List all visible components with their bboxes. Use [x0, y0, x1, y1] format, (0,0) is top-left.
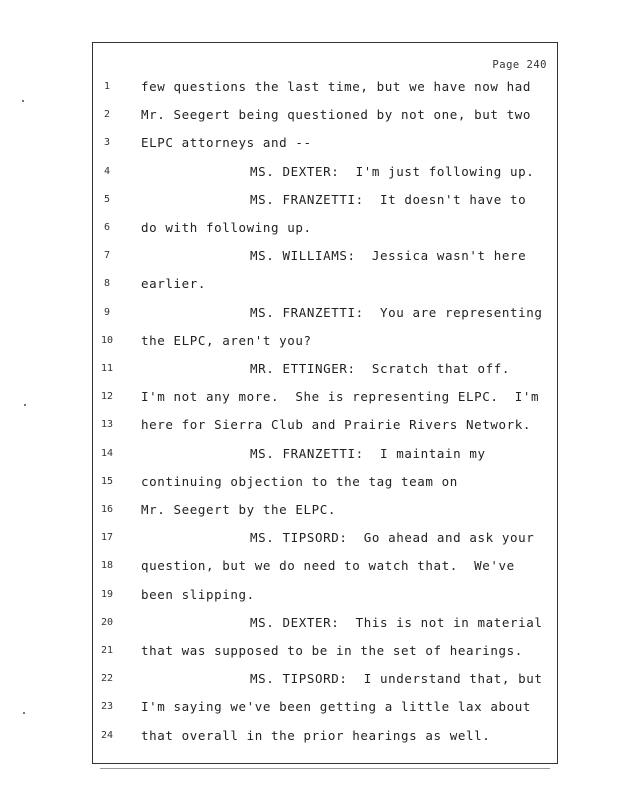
- scan-mark: [24, 404, 26, 406]
- line-text: been slipping.: [141, 586, 255, 602]
- transcript-line: [93, 728, 559, 748]
- line-text: that was supposed to be in the set of hearings.: [141, 643, 523, 658]
- transcript-line: [93, 389, 559, 409]
- line-number: 14: [100, 447, 114, 459]
- line-text: continuing objection to the tag team on: [141, 473, 458, 489]
- line-text: here for Sierra Club and Prairie Rivers Network.: [141, 417, 532, 433]
- line-text: do with following up.: [141, 220, 312, 235]
- transcript-line: [93, 276, 559, 296]
- line-number: 22: [100, 673, 114, 685]
- line-text: Mr. Seegert being questioned by not one, but two: [141, 107, 532, 123]
- line-number: 19: [100, 588, 114, 600]
- transcript-line: [93, 361, 559, 381]
- line-number: 11: [100, 363, 114, 374]
- line-text: few questions the last time, but we have now had: [141, 79, 532, 94]
- scan-mark: [23, 712, 25, 714]
- line-number: 23: [100, 701, 114, 713]
- transcript-line: [93, 474, 559, 494]
- transcript-line: [93, 671, 559, 691]
- transcript-line: [93, 502, 559, 522]
- transcript-line: [93, 558, 559, 578]
- line-number: 21: [100, 645, 114, 656]
- transcript-line: [93, 587, 559, 607]
- line-number: 3: [103, 137, 111, 149]
- line-number: 16: [100, 504, 114, 515]
- line-text: MR. ETTINGER: Scratch that off.: [250, 361, 511, 376]
- line-number: 4: [103, 165, 111, 177]
- line-text: question, but we do need to watch that. We've: [141, 558, 515, 574]
- scan-mark: [100, 768, 550, 769]
- line-number: 7: [103, 250, 111, 262]
- scan-mark: [22, 100, 24, 102]
- line-text: I'm not any more. She is representing ELPC. I'm: [141, 389, 540, 405]
- line-number: 15: [100, 475, 114, 487]
- transcript-line: [93, 333, 559, 353]
- line-text: MS. DEXTER: I'm just following up.: [250, 163, 535, 179]
- line-number: 18: [100, 560, 114, 572]
- transcript-line: [93, 417, 559, 437]
- transcript-line: [93, 107, 559, 127]
- line-number: 2: [103, 109, 111, 121]
- line-text: I'm saying we've been getting a little lax about: [141, 699, 532, 715]
- line-text: MS. FRANZETTI: You are representing: [250, 304, 543, 320]
- transcript-line: [93, 615, 559, 635]
- transcript-line: [93, 446, 559, 466]
- line-number: 8: [103, 278, 111, 290]
- line-text: that overall in the prior hearings as well.: [141, 727, 491, 743]
- line-text: earlier.: [141, 276, 207, 292]
- line-number: 24: [100, 729, 114, 741]
- line-text: MS. FRANZETTI: I maintain my: [250, 445, 486, 461]
- line-number: 12: [100, 391, 114, 403]
- transcript-line: [93, 79, 559, 99]
- transcript-line: [93, 530, 559, 550]
- line-text: MS. FRANZETTI: It doesn't have to: [250, 191, 527, 207]
- line-number: 1: [103, 81, 111, 92]
- transcript-line: [93, 192, 559, 212]
- line-number: 5: [103, 193, 111, 205]
- transcript-line: [93, 699, 559, 719]
- transcript-line: [93, 164, 559, 184]
- line-number: 10: [100, 334, 114, 346]
- line-number: 13: [100, 419, 114, 431]
- transcript-line: [93, 643, 559, 663]
- line-number: 17: [100, 532, 114, 544]
- line-number: 9: [103, 306, 111, 318]
- line-number: 20: [100, 616, 114, 628]
- transcript-line: [93, 248, 559, 268]
- page-number: Page 240: [492, 59, 547, 71]
- line-text: Mr. Seegert by the ELPC.: [141, 502, 337, 517]
- line-text: MS. TIPSORD: I understand that, but: [250, 671, 543, 687]
- line-text: the ELPC, aren't you?: [141, 332, 312, 348]
- transcript-line: [93, 305, 559, 325]
- transcript-line: [93, 220, 559, 240]
- transcript-page: [92, 42, 558, 764]
- line-text: MS. WILLIAMS: Jessica wasn't here: [250, 248, 527, 264]
- transcript-line: [93, 135, 559, 155]
- line-text: MS. TIPSORD: Go ahead and ask your: [250, 530, 535, 546]
- line-text: MS. DEXTER: This is not in material: [250, 614, 543, 630]
- line-text: ELPC attorneys and --: [141, 135, 312, 151]
- line-number: 6: [103, 222, 111, 233]
